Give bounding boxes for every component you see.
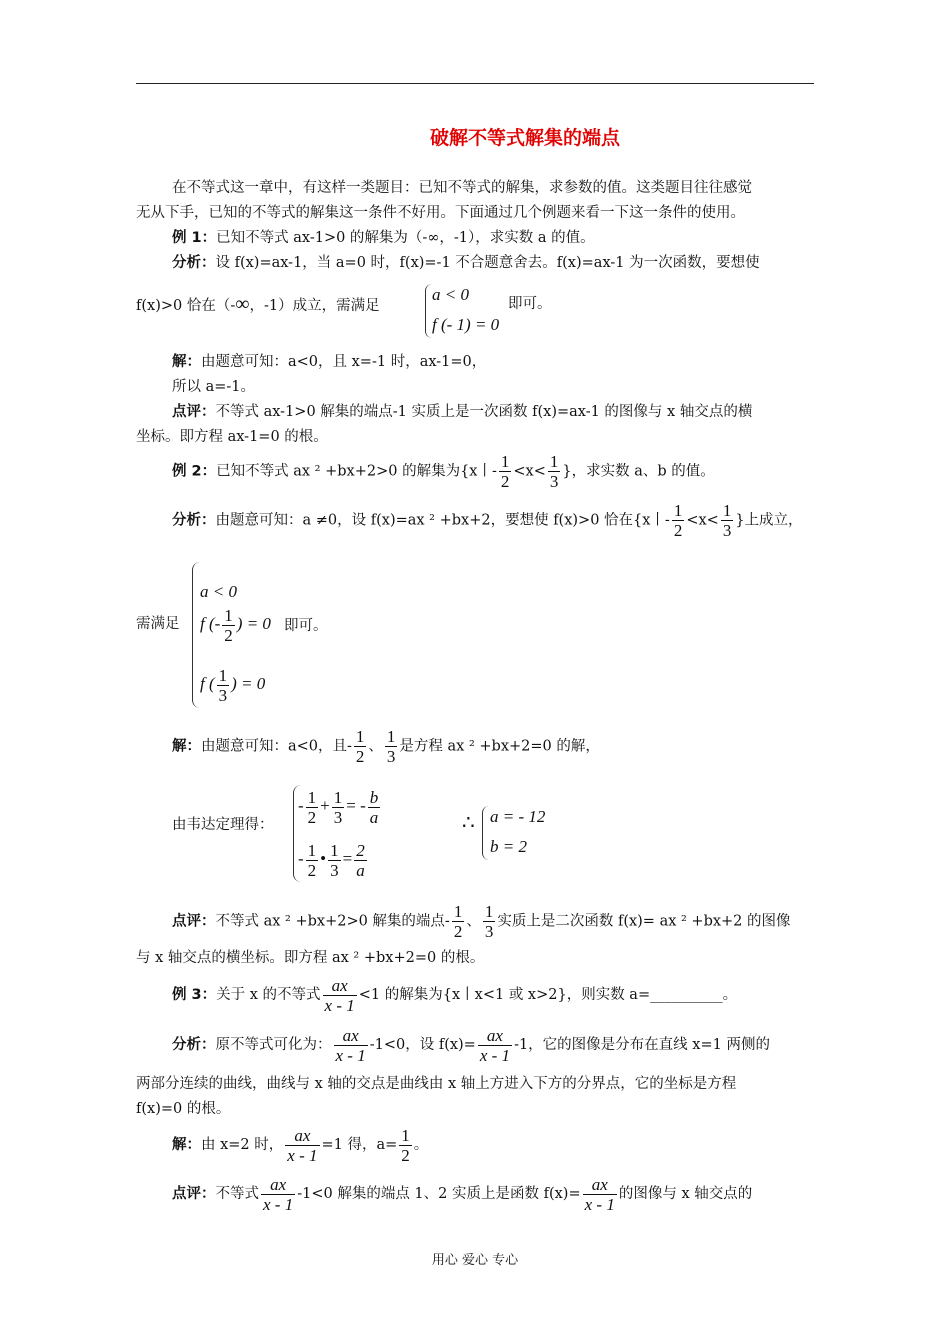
example-1-comment: 点评：不等式 ax-1>0 解集的端点-1 实质上是一次函数 f(x)=ax-1 的图像与 x 轴交点的横 <box>172 404 753 420</box>
example-1-solution-line-2: 所以 a=-1。 <box>172 379 256 395</box>
system-brace <box>425 284 432 338</box>
example-1-analysis-line-2: f(x)>0 恰在（-∞，-1）成立，需满足 <box>136 293 380 315</box>
page-footer: 用心 爱心 专心 <box>431 1253 519 1268</box>
comment-label: 点评： <box>172 913 216 930</box>
example-2-solution: 解：由题意可知：a<0，且- $\frac{1}{2}$ 、 $\frac{1}{3}$ 是方程 ax ² +bx+2=0 的解， <box>172 727 600 766</box>
vieta-eq-1: - $\frac{1}{2}$ + $\frac{1}{3}$ = - $\frac{b}{a}$ <box>298 787 379 827</box>
example-1 <box>172 228 595 248</box>
fraction-one-third: $\frac{1}{3}$ <box>386 727 396 766</box>
vieta-eq-2: - $\frac{1}{2}$ • $\frac{1}{3}$ = $\frac{2}{a}$ <box>298 840 365 880</box>
system-eq-3: f ( $\frac{1}{3}$ ) = 0 <box>200 665 266 705</box>
example-3-analysis-line-3: f(x)=0 的根。 <box>136 1101 231 1117</box>
solution-label: 解： <box>172 738 201 755</box>
fraction-one-third: $\frac{1}{3}$ <box>218 665 228 705</box>
example-3-solution: 解：由 x=2 时， $\frac{ax}{x - 1}$ =1 得，a= $\frac{1}{2}$ 。 <box>172 1125 429 1165</box>
example-1-solution: 解：由题意可知：a<0，且 x=-1 时，ax-1=0， <box>172 354 487 370</box>
fraction-one-half: $\frac{1}{2}$ <box>673 501 683 540</box>
fraction-ax-over-x-minus-1: $\frac{ax}{x - 1}$ <box>584 1174 615 1214</box>
example-2-comment: 点评：不等式 ax ² +bx+2>0 解集的端点- $\frac{1}{2}$ 、 $\frac{1}{3}$ 实质上是二次函数 f(x)= ax ² +bx+2 的图像 <box>172 902 791 941</box>
fraction-ax-over-x-minus-1: $\frac{ax}{x - 1}$ <box>324 975 355 1015</box>
example-2-analysis: 分析：由题意可知：a ≠0，设 f(x)=ax ² +bx+2，要想使 f(x)>0 恰在{x丨- $\frac{1}{2}$ <x< $\frac{1}{3}$ }上成立， <box>172 501 803 540</box>
fraction-one-half: $\frac{1}{2}$ <box>401 1125 410 1165</box>
result-b: b = 2 <box>490 837 527 856</box>
therefore-symbol: ∴ <box>462 812 475 834</box>
analysis-text: 设 f(x)=ax-1，当 a=0 时，f(x)=-1 不合题意舍去。f(x)=ax-1 为一次函数，要想使 <box>215 255 760 271</box>
page-title: 破解不等式解集的端点 <box>429 127 620 149</box>
result-a: a = - 12 <box>490 807 546 826</box>
fraction-one-half: $\frac{1}{2}$ <box>355 727 365 766</box>
fraction-one-third: $\frac{1}{3}$ <box>722 501 732 540</box>
fraction-b-over-a: $\frac{b}{a}$ <box>369 787 379 827</box>
fraction-one-half: $\frac{1}{2}$ <box>500 452 510 491</box>
fraction-ax-over-x-minus-1: $\frac{ax}{x - 1}$ <box>335 1025 366 1065</box>
system-brace <box>192 562 200 708</box>
example-3-analysis: 分析：原不等式可化为： $\frac{ax}{x - 1}$ -1<0，设 f(x)= $\frac{ax}{x - 1}$ -1，它的图像是分布在直线 x=1 两侧的 <box>172 1025 770 1065</box>
intro-line-1: 在不等式这一章中，有这样一类题目：已知不等式的解集，求参数的值。这类题目往往感觉 <box>172 180 752 196</box>
intro-line-2: 无从下手，已知的不等式的解集这一条件不好用。下面通过几个例题来看一下这一条件的使用。 <box>136 205 745 221</box>
system-eq-2: f (- 1) = 0 <box>432 315 500 334</box>
example-3-comment: 点评：不等式 $\frac{ax}{x - 1}$ -1<0 解集的端点 1、2 实质上是函数 f(x)= $\frac{ax}{x - 1}$ 的图像与 x 轴交点的 <box>172 1174 753 1214</box>
fraction-one-half: $\frac{1}{2}$ <box>453 902 463 941</box>
system-eq-1: a < 0 <box>200 582 237 601</box>
fraction-one-third: $\frac{1}{3}$ <box>549 452 559 491</box>
analysis-label: 分析： <box>172 255 216 271</box>
fraction-ax-over-x-minus-1: $\frac{ax}{x - 1}$ <box>287 1125 318 1165</box>
example-1-analysis <box>172 253 760 273</box>
need-label: 需满足 <box>136 616 180 632</box>
comment-label: 点评： <box>172 404 216 420</box>
fraction-one-third: $\frac{1}{3}$ <box>330 840 339 880</box>
result-brace <box>482 806 489 860</box>
example-1-text: 已知不等式 ax-1>0 的解集为（-∞，-1），求实数 a 的值。 <box>216 230 595 246</box>
fraction-one-half: $\frac{1}{2}$ <box>224 605 233 645</box>
fraction-ax-over-x-minus-1: $\frac{ax}{x - 1}$ <box>263 1174 294 1214</box>
fraction-ax-over-x-minus-1: $\frac{ax}{x - 1}$ <box>479 1025 511 1065</box>
example-2-comment-line-2: 与 x 轴交点的横坐标。即方程 ax ² +bx+2=0 的根。 <box>136 950 485 966</box>
example-2: 例 2：已知不等式 ax ² +bx+2>0 的解集为{x丨- $\frac{1}{2}$ <x< $\frac{1}{3}$ }，求实数 a、b 的值。 <box>172 452 715 491</box>
system-eq-2: f (- $\frac{1}{2}$ ) = 0 <box>200 605 271 645</box>
fraction-one-third: $\frac{1}{3}$ <box>333 787 343 827</box>
example-3-label: 例 3： <box>172 987 217 1003</box>
example-1-label: 例 1： <box>172 230 217 246</box>
comment-label: 点评： <box>172 1186 216 1202</box>
fraction-one-third: $\frac{1}{3}$ <box>484 902 494 941</box>
analysis-end: 即可。 <box>508 296 552 312</box>
analysis-label: 分析： <box>172 512 216 529</box>
example-1-comment-line-2: 坐标。即方程 ax-1=0 的根。 <box>136 429 328 445</box>
analysis-end: 即可。 <box>284 618 328 634</box>
header-rule <box>136 83 814 84</box>
solution-label: 解： <box>172 1137 201 1153</box>
example-3: 例 3：关于 x 的不等式 $\frac{ax}{x - 1}$ <1 的解集为{x丨x<1 或 x>2}，则实数 a=__________。 <box>172 975 738 1015</box>
answer-blank: __________ <box>650 987 723 1003</box>
analysis-label: 分析： <box>172 1037 216 1053</box>
example-3-analysis-line-2: 两部分连续的曲线，曲线与 x 轴的交点是曲线由 x 轴上方进入下方的分界点，它的坐标是方程 <box>136 1076 737 1092</box>
vieta-label: 由韦达定理得： <box>172 817 274 833</box>
infinity-symbol: ∞ <box>235 293 250 315</box>
fraction-2-over-a: $\frac{2}{a}$ <box>356 840 365 880</box>
fraction-one-half: $\frac{1}{2}$ <box>307 840 317 880</box>
fraction-one-half: $\frac{1}{2}$ <box>307 787 317 827</box>
solution-label: 解： <box>172 354 201 370</box>
system-eq-1: a < 0 <box>432 285 469 304</box>
example-2-label: 例 2： <box>172 463 217 480</box>
